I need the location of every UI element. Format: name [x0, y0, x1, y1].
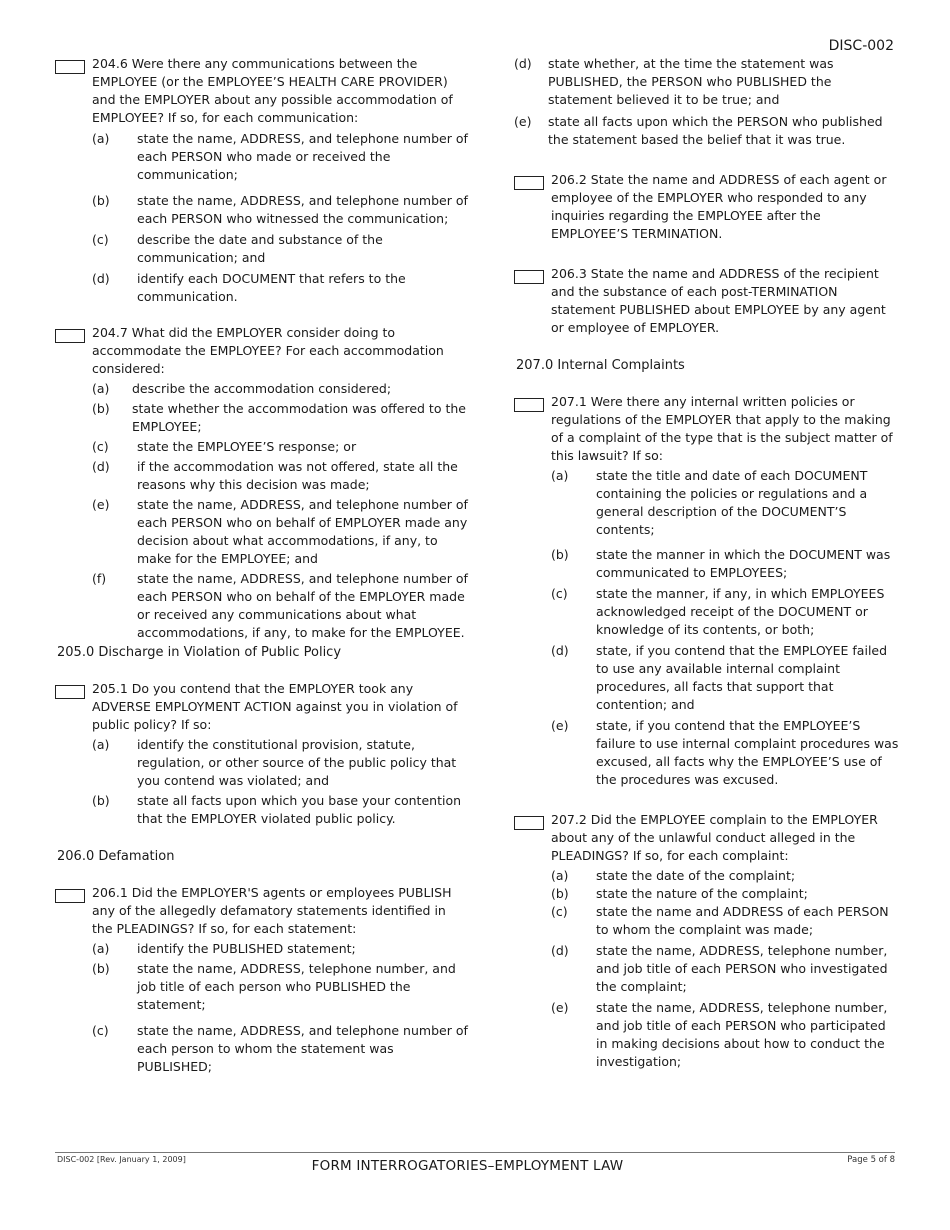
- checkbox-207-2[interactable]: [514, 816, 544, 830]
- sub-item: (e) state all facts upon which the PERSON who published the statement based the belief that it was true.: [514, 114, 883, 147]
- checkbox-204-7[interactable]: [55, 329, 85, 343]
- question-text: 204.7 What did the EMPLOYER consider doing to accommodate the EMPLOYEE? For each accommodation considered:: [92, 325, 444, 376]
- right-column: [514, 55, 899, 1071]
- sub-item: (a) state the date of the complaint;: [551, 868, 796, 883]
- checkbox-204-6[interactable]: [55, 60, 85, 74]
- question-text: 206.2 State the name and ADDRESS of each agent or employee of the EMPLOYER who responded to any inquiries regarding the EMPLOYEE after the EMPLOYEE’S TERMINATION.: [551, 172, 887, 241]
- question-207-1: [514, 393, 899, 789]
- question-206-2: [514, 171, 899, 243]
- checkbox-207-1[interactable]: [514, 398, 544, 412]
- question-text: 205.1 Do you contend that the EMPLOYER took any ADVERSE EMPLOYMENT ACTION against you in violation of public policy? If so:: [92, 681, 458, 732]
- section-heading-206: 206.0 Defamation: [57, 849, 175, 864]
- footer-title: FORM INTERROGATORIES–EMPLOYMENT LAW: [311, 1158, 624, 1174]
- section-heading-207: 207.0 Internal Complaints: [516, 358, 685, 373]
- question-204-7: [55, 324, 470, 642]
- footer-revision: DISC-002 [Rev. January 1, 2009]: [57, 1155, 186, 1164]
- sub-item: (a) identify the PUBLISHED statement;: [92, 941, 356, 956]
- question-204-6: [55, 55, 470, 306]
- section-heading-205: 205.0 Discharge in Violation of Public Policy: [57, 645, 342, 660]
- question-text: 206.1 Did the EMPLOYER'S agents or employees PUBLISH any of the allegedly defamatory statements identified in the PLEADINGS? If so, for each statement:: [92, 885, 452, 936]
- sub-item: (d) if the accommodation was not offered, state all the reasons why this decision was made;: [92, 459, 458, 492]
- footer-divider: [55, 1152, 895, 1153]
- sub-item: (a) describe the accommodation considered;: [92, 381, 392, 396]
- continued-items: [514, 55, 899, 149]
- sub-item: (c) state the name and ADDRESS of each PERSON to whom the complaint was made;: [551, 904, 889, 937]
- sub-item: (d) state the name, ADDRESS, telephone number, and job title of each PERSON who investigated the complaint;: [551, 943, 888, 994]
- sub-item: (c) describe the date and substance of the communication; and: [92, 232, 383, 265]
- sub-item: (b) state the nature of the complaint;: [551, 886, 808, 901]
- checkbox-205-1[interactable]: [55, 685, 85, 699]
- question-205-1: [55, 680, 470, 828]
- sub-item: (c) state the EMPLOYEE’S response; or: [92, 439, 357, 454]
- sub-item: (a) state the title and date of each DOCUMENT containing the policies or regulations and a general description of the DOCUMENT’S contents;: [551, 468, 868, 537]
- sub-item: (f) state the name, ADDRESS, and telephone number of each PERSON who on behalf of the EMPLOYER made or received any communications about what accommodations, if any, to make for the EMPLOYEE.: [92, 571, 468, 640]
- question-text: 206.3 State the name and ADDRESS of the recipient and the substance of each post-TERMINATION statement PUBLISHED about EMPLOYEE by any agent or employee of EMPLOYER.: [551, 266, 886, 335]
- question-207-2: [514, 811, 899, 1071]
- form-id: DISC-002: [828, 38, 894, 54]
- question-206-1: [55, 884, 470, 1076]
- sub-item: (c) state the manner, if any, in which EMPLOYEES acknowledged receipt of the DOCUMENT or knowledge of its contents, or both;: [551, 586, 885, 637]
- page-number: Page 5 of 8: [847, 1155, 895, 1165]
- sub-item: (b) state whether the accommodation was offered to the EMPLOYEE;: [92, 401, 466, 434]
- sub-item: (d) identify each DOCUMENT that refers to the communication.: [92, 271, 406, 304]
- sub-item: (a) state the name, ADDRESS, and telephone number of each PERSON who made or received the communication;: [92, 131, 468, 182]
- sub-item: (e) state the name, ADDRESS, telephone number, and job title of each PERSON who participated in making decisions about how to conduct the investigation;: [551, 1000, 888, 1069]
- sub-item: (b) state the name, ADDRESS, and telephone number of each PERSON who witnessed the communication;: [92, 193, 468, 226]
- checkbox-206-1[interactable]: [55, 889, 85, 903]
- sub-item: (c) state the name, ADDRESS, and telephone number of each person to whom the statement was PUBLISHED;: [92, 1023, 468, 1074]
- sub-item: (e) state, if you contend that the EMPLOYEE’S failure to use internal complaint procedures was excused, all facts why the EMPLOYEE’S use of the procedures was excused.: [551, 718, 899, 787]
- sub-item: (e) state the name, ADDRESS, and telephone number of each PERSON who on behalf of EMPLOYER made any decision about what accommodations, if any, to make for the EMPLOYEE; and: [92, 497, 468, 566]
- checkbox-206-3[interactable]: [514, 270, 544, 284]
- sub-item: (d) state whether, at the time the statement was PUBLISHED, the PERSON who PUBLISHED the statement believed it to be true; and: [514, 56, 834, 107]
- checkbox-206-2[interactable]: [514, 176, 544, 190]
- sub-item: (b) state the name, ADDRESS, telephone number, and job title of each person who PUBLISHED the statement;: [92, 961, 456, 1012]
- question-206-3: [514, 265, 899, 337]
- question-text: 207.2 Did the EMPLOYEE complain to the EMPLOYER about any of the unlawful conduct alleged in the PLEADINGS? If so, for each complaint:: [551, 812, 878, 863]
- question-text: 207.1 Were there any internal written policies or regulations of the EMPLOYER that apply to the making of a complaint of the type that is the subject matter of this lawsuit? If so:: [551, 394, 893, 463]
- left-column: [55, 55, 470, 1076]
- sub-item: (b) state the manner in which the DOCUMENT was communicated to EMPLOYEES;: [551, 547, 891, 580]
- sub-item: (b) state all facts upon which you base your contention that the EMPLOYER violated public policy.: [92, 793, 462, 826]
- sub-item: (a) identify the constitutional provision, statute, regulation, or other source of the public policy that you contend was violated; and: [92, 737, 457, 788]
- question-text: 204.6 Were there any communications between the EMPLOYEE (or the EMPLOYEE’S HEALTH CARE PROVIDER) and the EMPLOYER about any possible accommodation of EMPLOYEE? If so, for each communication:: [92, 56, 453, 125]
- sub-item: (d) state, if you contend that the EMPLOYEE failed to use any available internal complaint procedures, all facts that support that contention; and: [551, 643, 888, 712]
